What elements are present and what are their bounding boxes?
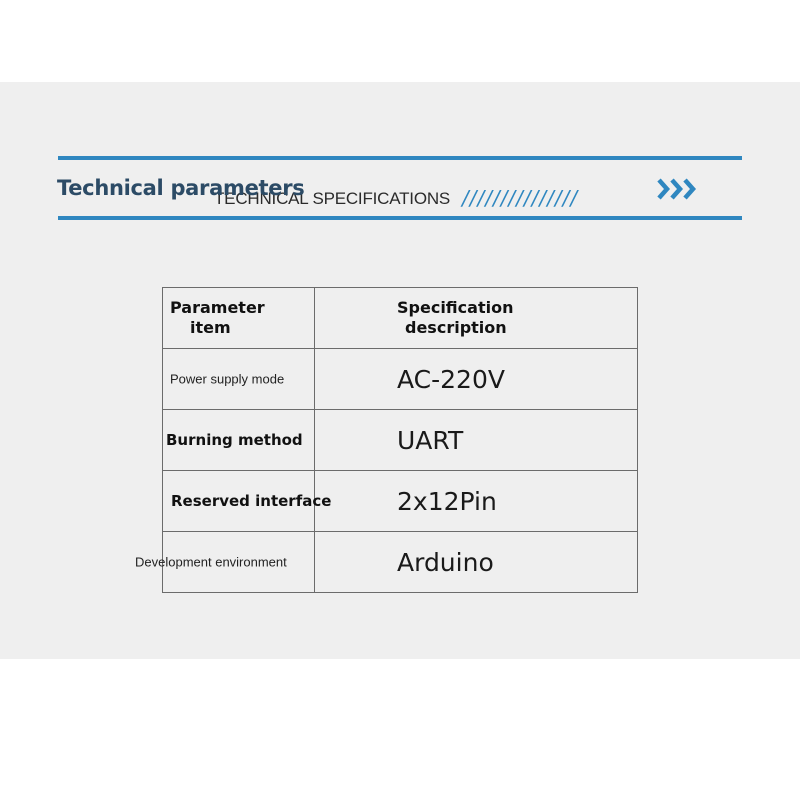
table-row [163,532,638,593]
row-value: AC-220V [397,364,505,394]
table-row [163,349,638,410]
section-title: Technical parameters [57,176,305,200]
triple-chevron-right-icon [656,177,702,201]
spec-header-cell [315,288,638,349]
spec-header-line1: Specification [397,298,514,317]
section-subtitle: TECHNICAL SPECIFICATIONS [214,189,451,208]
row-value: Arduino [397,547,494,577]
param-header [163,298,314,338]
table-row [163,410,638,471]
param-header-line2: item [190,318,231,337]
row-param: Burning method [166,431,303,449]
decorative-hatch: /////////////// [462,186,579,210]
param-header-cell [163,288,315,349]
row-value: 2x12Pin [397,486,497,516]
row-param: Development environment [135,554,287,570]
table-header-row [163,288,638,349]
param-header-line1: Parameter [170,298,265,317]
row-value: UART [397,425,464,455]
table-row [163,471,638,532]
spec-header-line2: description [405,318,507,337]
row-param: Power supply mode [170,371,285,387]
header-bottom-rule [58,216,742,220]
header-top-rule [58,156,742,160]
spec-table [135,287,638,593]
row-param: Reserved interface [171,492,332,510]
spec-header [315,298,637,338]
